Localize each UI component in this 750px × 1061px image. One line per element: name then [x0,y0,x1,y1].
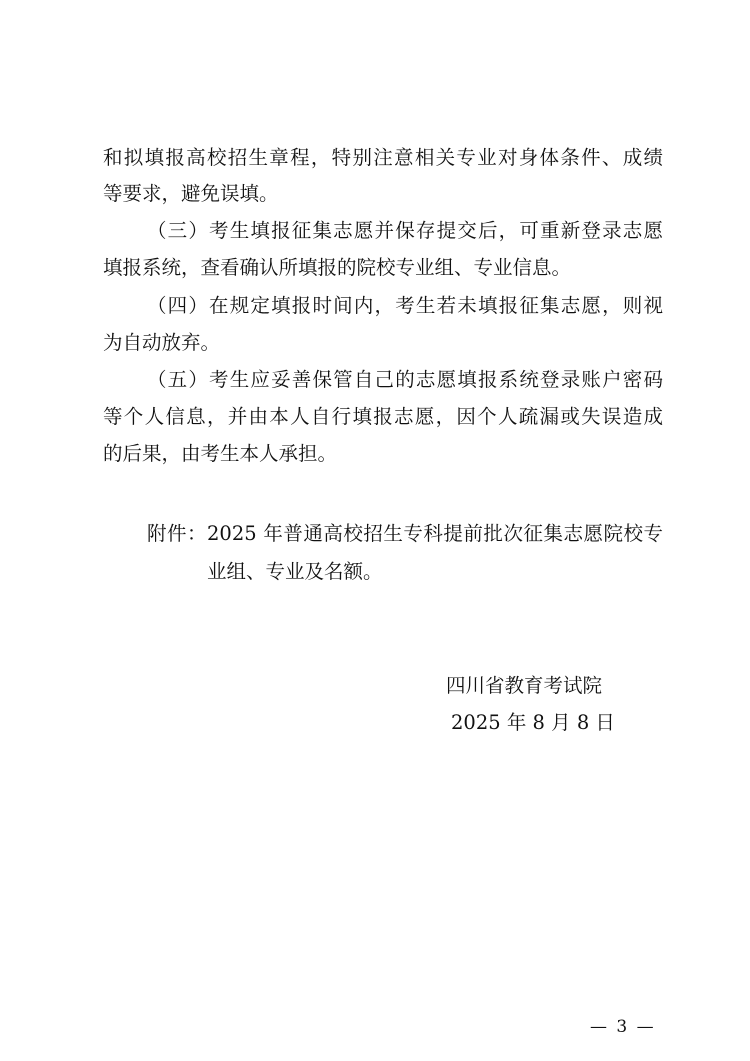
paragraph-4-line-2: 为自动放弃。 [103,331,221,354]
signature-date: 2025 年 8 月 8 日 [451,711,615,734]
signature-org: 四川省教育考试院 [446,674,603,697]
attachment-line-1: 附件：2025 年普通高校招生专科提前批次征集志愿院校专 [147,522,663,545]
paragraph-3-line-2: 填报系统，查看确认所填报的院校专业组、专业信息。 [103,256,572,279]
body-line-2: 等要求，避免误填。 [103,182,279,205]
body-line-1: 和拟填报高校招生章程，特别注意相关专业对身体条件、成绩 [103,146,663,169]
attachment-line-2: 业组、专业及名额。 [207,560,383,583]
paragraph-5-line-1: （五）考生应妥善保管自己的志愿填报系统登录账户密码 [147,368,663,391]
page-number: — 3 — [590,1017,656,1037]
paragraph-5-line-2: 等个人信息，并由本人自行填报志愿，因个人疏漏或失误造成 [103,405,663,428]
paragraph-3-line-1: （三）考生填报征集志愿并保存提交后，可重新登录志愿 [147,219,663,242]
paragraph-4-line-1: （四）在规定填报时间内，考生若未填报征集志愿，则视 [147,294,663,317]
paragraph-5-line-3: 的后果，由考生本人承担。 [103,442,338,465]
